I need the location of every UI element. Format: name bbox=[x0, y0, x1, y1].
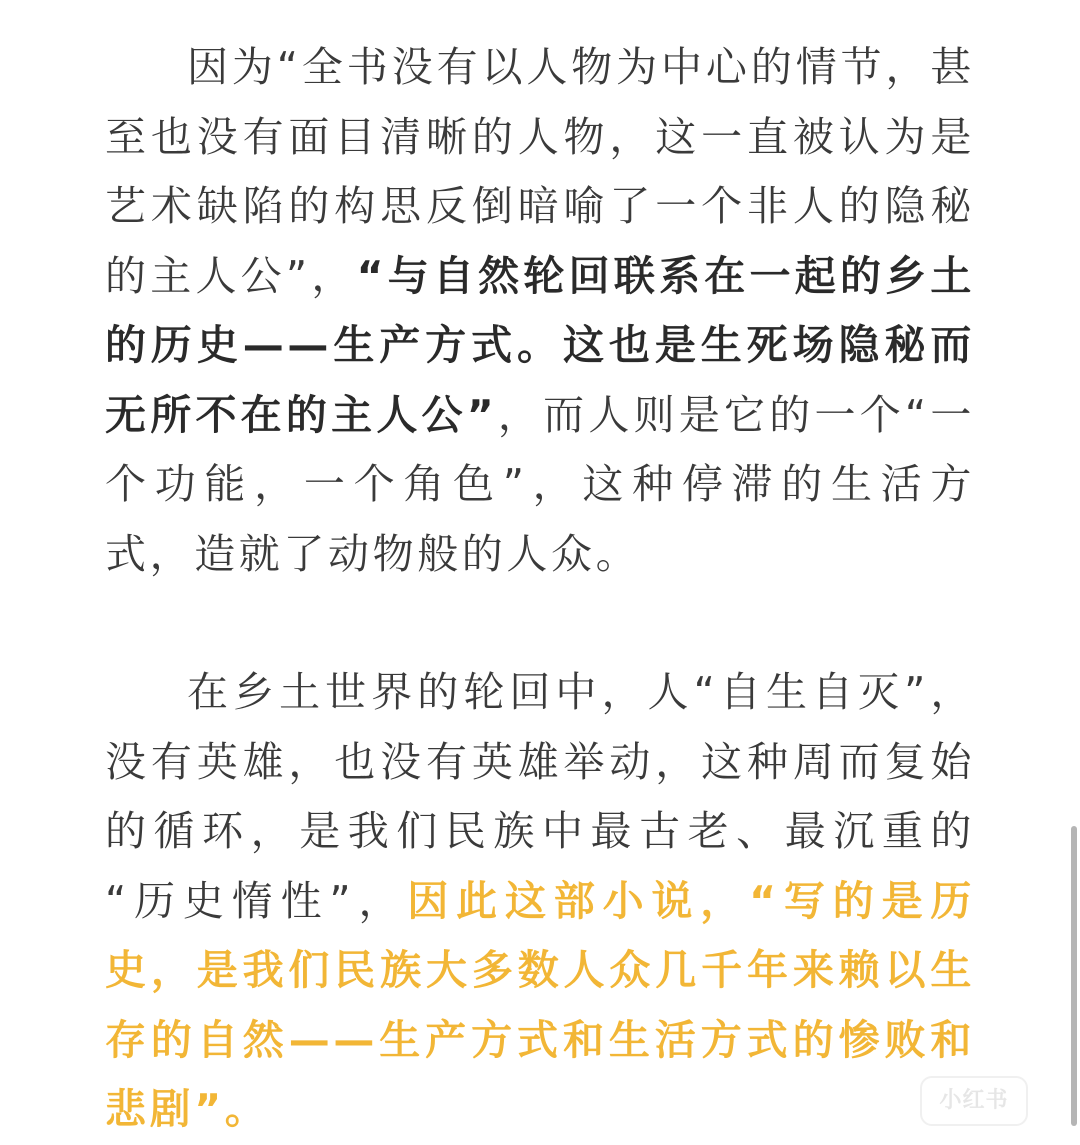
paragraph-1-bold-quote: “与自然轮回联系在一起的乡土的历史——生产方式。这也是生死场隐秘而无所不在的主人公” bbox=[105, 251, 975, 439]
vertical-scrollbar[interactable] bbox=[1071, 826, 1077, 1126]
paragraph-1-text: 因为“全书没有以人物为中心的情节，甚至也没有面目清晰的人物，这一直被认为是艺术缺陷的构思反倒暗喻了一个非人的隐秘的主人公”， bbox=[105, 43, 975, 300]
paragraph-1 bbox=[105, 33, 975, 589]
paragraph-1-tail: ，而人则是它的一个“一个功能，一个角色”，这种停滞的生活方式，造就了动物般的人众。 bbox=[105, 390, 975, 578]
paragraph-2 bbox=[105, 658, 975, 1145]
article-body bbox=[105, 33, 975, 1145]
paragraph-2-highlight-quote: 因此这部小说，“写的是历史，是我们民族大多数人众几千年来赖以生存的自然——生产方式和生活方式的惨败和悲剧”。 bbox=[105, 876, 975, 1133]
paragraph-2-text: 在乡土世界的轮回中，人“自生自灭”，没有英雄，也没有英雄举动，这种周而复始的循环，是我们民族中最古老、最沉重的 “历史惰性”， bbox=[105, 668, 975, 925]
xiaohongshu-watermark: 小红书 bbox=[920, 1076, 1028, 1126]
